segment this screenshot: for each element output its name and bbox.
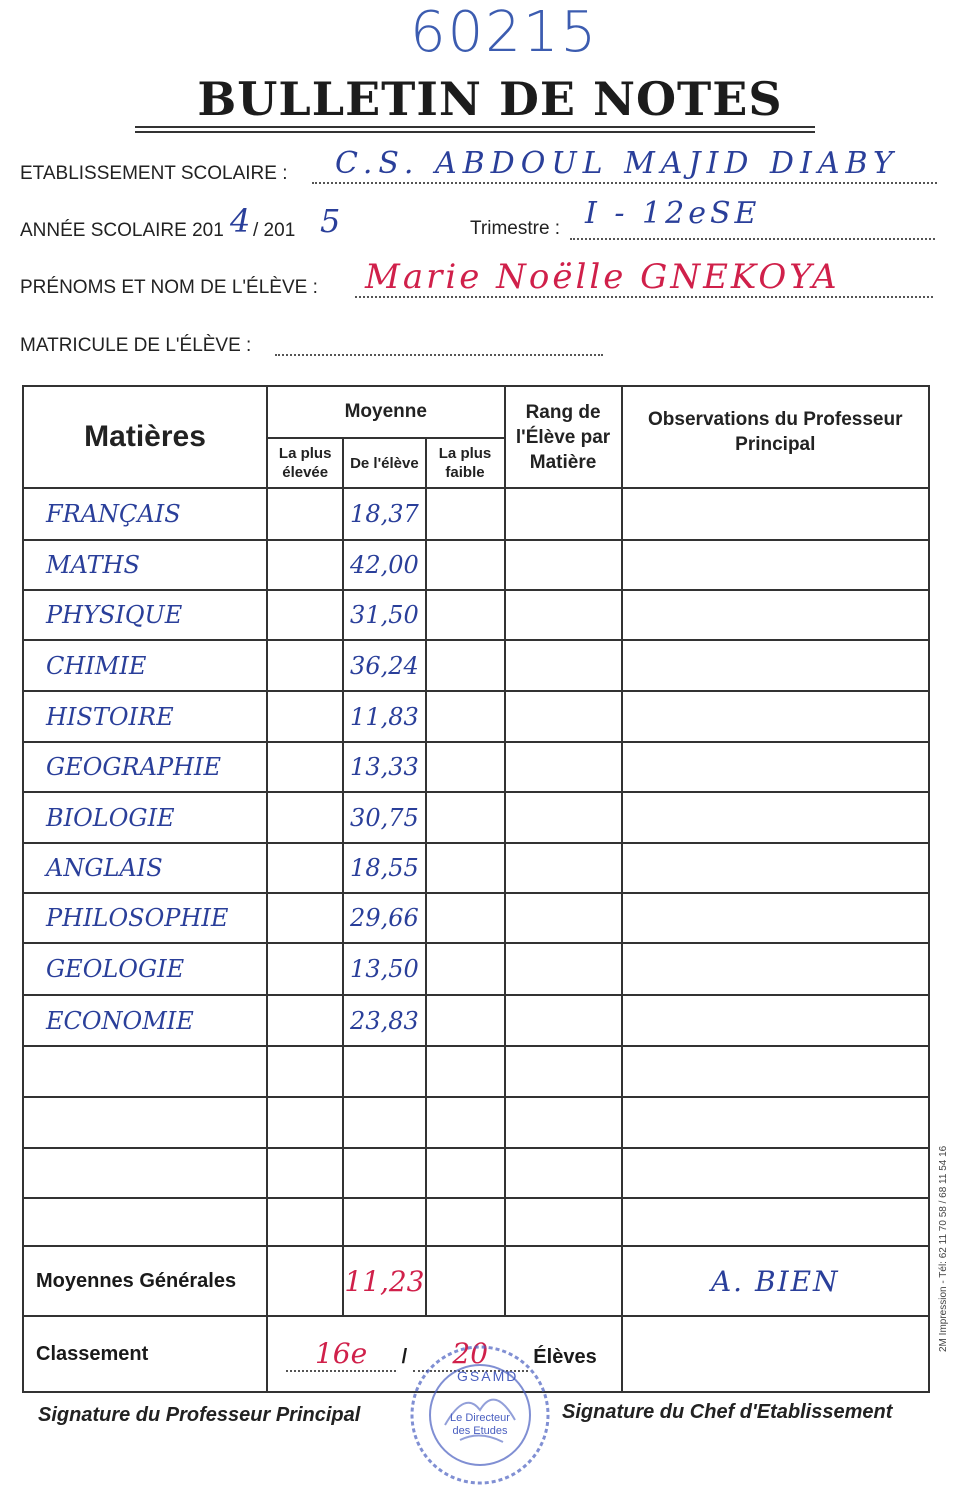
moyenne-cell: 31,50 [343,590,425,640]
observation-cell [622,792,929,843]
plus-faible-cell [426,893,505,943]
moyenne-cell: 23,83 [343,995,425,1046]
etablissement-dots [312,182,937,184]
annee-label-b: / 201 [253,220,296,241]
observation-cell [622,691,929,742]
rang-cell [505,540,622,590]
moyenne-cell: 30,75 [343,792,425,843]
moyenne-cell: 42,00 [343,540,425,590]
moyenne-cell: 36,24 [343,640,425,691]
rang-cell [505,1046,622,1097]
matricule-label: MATRICULE DE L'ÉLÈVE : [20,335,252,356]
moyennes-cell-rang [505,1246,622,1316]
subject-cell: MATHS [23,540,267,590]
annee-value-a: 4 [230,202,251,240]
observation-cell [622,640,929,691]
subject-cell: BIOLOGIE [23,792,267,843]
title-rule-top [135,126,815,128]
plus-faible-cell [426,1046,505,1097]
signature-chef-label: Signature du Chef d'Etablissement [562,1401,893,1423]
plus-elevee-cell [267,792,343,843]
plus-faible-cell [426,843,505,893]
observation-cell [622,1198,929,1246]
table-row [23,640,929,691]
annee-value-b: 5 [320,202,341,240]
school-stamp [405,1340,555,1490]
classement-label: Classement [23,1316,267,1392]
plus-elevee-cell [267,995,343,1046]
plus-faible-cell [426,691,505,742]
subject-cell [23,1198,267,1246]
moyenne-generale: 11,23 [343,1246,425,1316]
rang-cell [505,995,622,1046]
header-moyenne: Moyenne [267,386,505,438]
subject-cell: PHILOSOPHIE [23,893,267,943]
moyenne-cell: 13,33 [343,742,425,792]
observation-cell [622,893,929,943]
plus-elevee-cell [267,1148,343,1198]
plus-faible-cell [426,742,505,792]
moyenne-cell [343,1046,425,1097]
plus-elevee-cell [267,1097,343,1148]
table-row [23,792,929,843]
subject-cell: GEOGRAPHIE [23,742,267,792]
plus-faible-cell [426,1097,505,1148]
plus-elevee-cell [267,742,343,792]
plus-elevee-cell [267,691,343,742]
plus-elevee-cell [267,590,343,640]
observation-cell [622,540,929,590]
stamp-top-text: GSAMD [457,1368,519,1384]
trimestre-dots [570,238,935,240]
rang-cell [505,691,622,742]
observation-cell [622,995,929,1046]
plus-elevee-cell [267,843,343,893]
plus-elevee-cell [267,893,343,943]
printer-info: 2M Impression - Tél: 62 11 70 58 / 68 11 54 16 [938,1145,949,1352]
observation-cell [622,742,929,792]
header-de-eleve: De l'élève [343,438,425,488]
table-row [23,843,929,893]
observation-cell [622,590,929,640]
table-row [23,540,929,590]
observation-cell [622,943,929,995]
plus-faible-cell [426,590,505,640]
table-row [23,742,929,792]
matricule-dots [275,354,603,356]
plus-elevee-cell [267,540,343,590]
moyenne-cell: 18,37 [343,488,425,540]
subject-cell [23,1097,267,1148]
observation-cell [622,1097,929,1148]
plus-faible-cell [426,488,505,540]
classement-suffix: Élèves [533,1345,597,1368]
plus-faible-cell [426,540,505,590]
page-title: BULLETIN DE NOTES [197,72,783,126]
table-row [23,1097,929,1148]
classement-total: 20 [452,1336,489,1370]
header-matieres: Matières [23,386,267,488]
subject-cell: HISTOIRE [23,691,267,742]
trimestre-label: Trimestre : [470,218,561,239]
rang-cell [505,488,622,540]
table-row [23,995,929,1046]
rang-cell [505,943,622,995]
observation-generale: A. BIEN [622,1246,929,1316]
plus-faible-cell [426,1198,505,1246]
plus-elevee-cell [267,1046,343,1097]
moyenne-cell [343,1097,425,1148]
moyenne-cell: 13,50 [343,943,425,995]
subject-cell [23,1148,267,1198]
signature-prof-label: Signature du Professeur Principal [38,1404,361,1426]
moyennes-cell-plus-elevee [267,1246,343,1316]
rang-cell [505,640,622,691]
subject-cell: FRANÇAIS [23,488,267,540]
annee-label-a: ANNÉE SCOLAIRE 201 [20,220,224,241]
subject-cell: PHYSIQUE [23,590,267,640]
moyenne-cell: 29,66 [343,893,425,943]
subject-cell: GEOLOGIE [23,943,267,995]
trimestre-value: I - 12eSE [585,196,761,231]
table-row [23,1046,929,1097]
header-plus-elevee: La plus élevée [267,438,343,488]
table-row [23,590,929,640]
header-rang: Rang de l'Élève par Matière [505,386,622,488]
plus-faible-cell [426,792,505,843]
rang-cell [505,1097,622,1148]
table-row [23,488,929,540]
moyennes-cell-plus-faible [426,1246,505,1316]
classement-observation-cell [622,1316,929,1392]
rang-cell [505,1198,622,1246]
observation-cell [622,843,929,893]
stamp-center-text: Le Directeur des Etudes [450,1412,510,1437]
classement-separator: / [401,1345,408,1368]
table-row [23,1148,929,1198]
plus-faible-cell [426,640,505,691]
etablissement-value: C.S. ABDOUL MAJID DIABY [335,146,899,181]
plus-faible-cell [426,1148,505,1198]
observation-cell [622,1046,929,1097]
etablissement-label: ETABLISSEMENT SCOLAIRE : [20,163,288,184]
plus-elevee-cell [267,488,343,540]
subject-cell: ECONOMIE [23,995,267,1046]
header-observations: Observations du Professeur Principal [622,386,929,488]
eleve-value: Marie Noëlle GNEKOYA [365,257,840,297]
observation-cell [622,488,929,540]
rang-cell [505,893,622,943]
subject-cell [23,1046,267,1097]
observation-cell [622,1148,929,1198]
title-rule-bottom [135,131,815,133]
rang-cell [505,590,622,640]
subject-cell: CHIMIE [23,640,267,691]
grades-table [22,385,930,1393]
plus-elevee-cell [267,1198,343,1246]
moyenne-cell [343,1198,425,1246]
plus-elevee-cell [267,943,343,995]
rang-cell [505,792,622,843]
table-row [23,691,929,742]
plus-faible-cell [426,995,505,1046]
table-row [23,893,929,943]
moyenne-cell: 18,55 [343,843,425,893]
plus-faible-cell [426,943,505,995]
header-plus-faible: La plus faible [426,438,505,488]
subject-cell: ANGLAIS [23,843,267,893]
rang-cell [505,1148,622,1198]
moyennes-generales-label: Moyennes Générales [23,1246,267,1316]
plus-elevee-cell [267,640,343,691]
rang-cell [505,843,622,893]
eleve-label: PRÉNOMS ET NOM DE L'ÉLÈVE : [20,277,318,298]
table-row [23,1198,929,1246]
classement-rang: 16e [314,1336,368,1370]
rang-cell [505,742,622,792]
table-row [23,943,929,995]
moyenne-cell [343,1148,425,1198]
moyenne-cell: 11,83 [343,691,425,742]
document-number: 60215 [410,0,599,65]
